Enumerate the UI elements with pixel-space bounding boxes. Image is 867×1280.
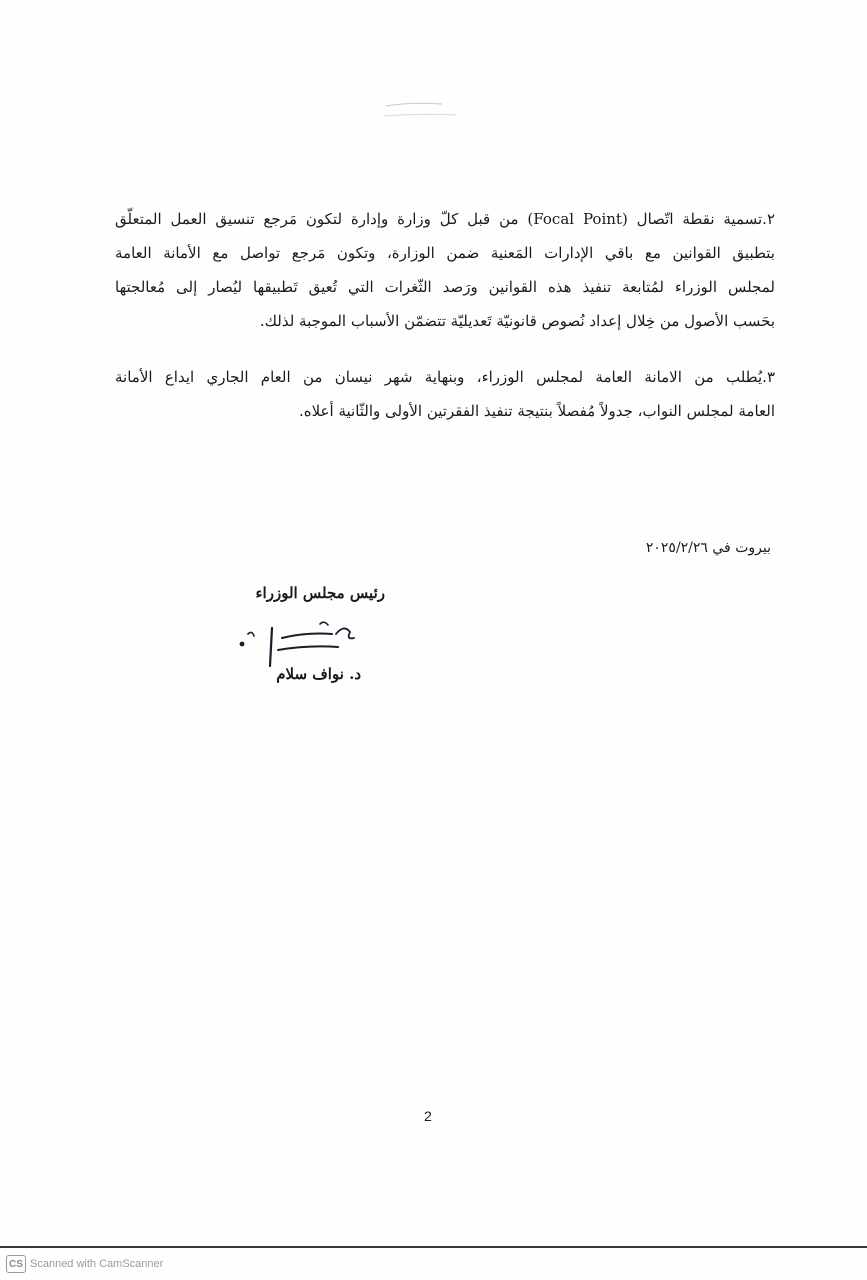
camscanner-logo-icon: CS (6, 1255, 26, 1273)
faint-scan-mark (380, 96, 460, 126)
paragraph-3-line: العامة لمجلس النواب، جدولاً مُفصلاً بنتيجة تنفيذ الفقرتين الأولى والثّانية أعلاه. (298, 402, 775, 420)
paragraph-3-line: ٣.يُطلب من الامانة العامة لمجلس الوزراء، وبنهاية شهر نيسان من العام الجاري ايداع الأمانة (115, 368, 775, 386)
page-number: 2 (424, 1108, 432, 1124)
watermark-text: Scanned with CamScanner (30, 1258, 164, 1270)
date-line: بيروت في ٢٠٢٥/٢/٢٦ (645, 540, 771, 556)
signer-title: رئيس مجلس الوزراء (255, 584, 385, 602)
paragraph-3 (115, 360, 775, 428)
paragraph-2 (115, 202, 775, 338)
paragraph-2-line: بتطبيق القوانين مع باقي الإدارات المَعنية ضمن الوزارة، وتكون مَرجع تواصل مع الأمانة العامة (115, 244, 775, 262)
scanner-watermark (6, 1255, 163, 1273)
signer-name: د. نواف سلام (276, 665, 361, 683)
paragraph-2-line: ٢.تسمية نقطة اتّصال (Focal Point) من قبل كلّ وزارة وإدارة لتكون مَرجع تنسيق العمل المتعلّق (115, 210, 776, 228)
footer-rule (0, 1246, 867, 1248)
paragraph-2-line: لمجلس الوزراء لمُتابعة تنفيذ هذه القوانين ورَصد الثّغرات التي تُعيق تَطبيقها ليُصار إلى مُعالجتها (115, 278, 775, 296)
paragraph-2-line: بحَسب الأصول من خِلال إعداد نُصوص قانونيّة تَعديليّة تتضمّن الأسباب الموجبة لذلك. (259, 312, 775, 330)
